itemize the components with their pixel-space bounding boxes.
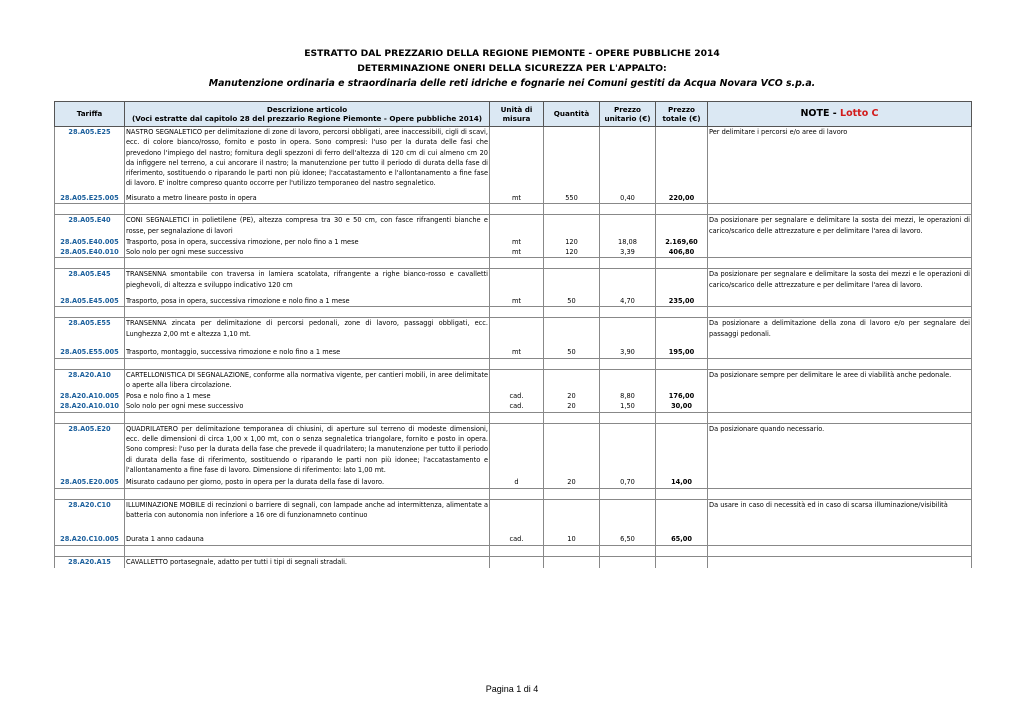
item-row: [55, 269, 972, 296]
empty-cell: [544, 423, 600, 477]
spacer-cell: [656, 412, 708, 423]
item-note: Da posizionare quando necessario.: [708, 423, 972, 488]
subitem-quantity: 20: [544, 390, 600, 401]
spacer-cell: [708, 545, 972, 556]
empty-cell: [544, 269, 600, 296]
subitem-total-price: 235,00: [656, 296, 708, 307]
empty-cell: [600, 556, 656, 568]
spacer-row: [55, 488, 972, 499]
subitem-total-price: 176,00: [656, 390, 708, 401]
spacer-cell: [490, 258, 544, 269]
subitem-code: 28.A20.C10.005: [55, 534, 125, 545]
item-row: [55, 499, 972, 534]
empty-cell: [656, 556, 708, 568]
subitem-code: 28.A05.E40.010: [55, 247, 125, 258]
spacer-cell: [55, 204, 125, 215]
empty-cell: [600, 269, 656, 296]
spacer-cell: [55, 358, 125, 369]
subitem-quantity: 50: [544, 347, 600, 358]
item-description: QUADRILATERO per delimitazione temporanea di chiusini, di aperture sul terreno di modeste dimensioni, ecc. delle dimensioni di circa 1,00 x 1,00 mt, con o senza segnaletica triangolare, fornito e posto in opera. Sono compresi: l'uso per la durata della fase che prevede il quadrilatero; la manutenzione per tutto il periodo di durata della fase di riferimento, sostituendo o riparando le parti non più idonee; l'accatastamento e l'allontanamento a fine fase di lavoro. Dimensione di riferimento: lato 1,00 mt.: [125, 423, 490, 477]
subitem-total-price: 14,00: [656, 477, 708, 488]
spacer-cell: [656, 358, 708, 369]
subitem-description: Solo nolo per ogni mese successivo: [125, 247, 490, 258]
document-project-title: Manutenzione ordinaria e straordinaria delle reti idriche e fognarie nei Comuni gestiti da Acqua Novara VCO s.p.a.: [208, 78, 816, 89]
spacer-row: [55, 204, 972, 215]
subitem-total-price: 220,00: [656, 193, 708, 204]
empty-cell: [656, 127, 708, 193]
subitem-unit-price: 0,70: [600, 477, 656, 488]
empty-cell: [490, 318, 544, 347]
spacer-cell: [125, 412, 490, 423]
empty-cell: [490, 423, 544, 477]
empty-cell: [600, 127, 656, 193]
spacer-row: [55, 412, 972, 423]
subitem-unit: mt: [490, 236, 544, 247]
empty-cell: [490, 215, 544, 236]
document-title: ESTRATTO DAL PREZZARIO DELLA REGIONE PIEMONTE - OPERE PUBBLICHE 2014: [304, 48, 720, 59]
item-row: [55, 556, 972, 568]
header-descrizione-title: Descrizione articolo: [266, 104, 348, 114]
item-code: 28.A05.E55: [55, 318, 125, 347]
spacer-cell: [600, 358, 656, 369]
page-footer: Pagina 1 di 4: [485, 684, 539, 694]
item-note: Da posizionare a delimitazione della zona di lavoro e/o per segnalare dei passaggi pedonali.: [708, 318, 972, 358]
spacer-cell: [656, 545, 708, 556]
subitem-description: Trasporto, posa in opera, successiva rimozione e nolo fino a 1 mese: [125, 296, 490, 307]
item-code: 28.A05.E25: [55, 127, 125, 193]
spacer-cell: [544, 488, 600, 499]
subitem-quantity: 10: [544, 534, 600, 545]
spacer-cell: [708, 412, 972, 423]
spacer-row: [55, 258, 972, 269]
table-header-row: [55, 102, 972, 127]
empty-cell: [656, 215, 708, 236]
subitem-quantity: 120: [544, 236, 600, 247]
subitem-code: 28.A05.E20.005: [55, 477, 125, 488]
spacer-cell: [708, 258, 972, 269]
subitem-total-price: 406,80: [656, 247, 708, 258]
spacer-cell: [125, 488, 490, 499]
subitem-description: Trasporto, montaggio, successiva rimozione e nolo fino a 1 mese: [125, 347, 490, 358]
item-note: Da usare in caso di necessità ed in caso di scarsa illuminazione/visibilità: [708, 499, 972, 545]
subitem-code: 28.A05.E55.005: [55, 347, 125, 358]
subitem-unit: mt: [490, 247, 544, 258]
empty-cell: [490, 556, 544, 568]
spacer-cell: [656, 204, 708, 215]
subitem-total-price: 195,00: [656, 347, 708, 358]
empty-cell: [656, 423, 708, 477]
spacer-cell: [55, 545, 125, 556]
subitem-code: 28.A20.A10.005: [55, 390, 125, 401]
spacer-cell: [656, 307, 708, 318]
subitem-description: Posa e nolo fino a 1 mese: [125, 390, 490, 401]
subitem-unit: cad.: [490, 390, 544, 401]
spacer-row: [55, 358, 972, 369]
subitem-unit: cad.: [490, 534, 544, 545]
spacer-cell: [600, 488, 656, 499]
subitem-unit: cad.: [490, 401, 544, 412]
item-code: 28.A05.E40: [55, 215, 125, 236]
subitem-unit-price: 18,08: [600, 236, 656, 247]
spacer-row: [55, 545, 972, 556]
empty-cell: [490, 269, 544, 296]
subitem-total-price: 2.169,60: [656, 236, 708, 247]
spacer-cell: [708, 204, 972, 215]
spacer-cell: [125, 307, 490, 318]
spacer-cell: [708, 358, 972, 369]
spacer-cell: [600, 258, 656, 269]
header-quantita: Quantità: [544, 102, 600, 127]
item-description: CAVALLETTO portasegnale, adatto per tutti i tipi di segnali stradali.: [125, 556, 490, 568]
subitem-description: Trasporto, posa in opera, successiva rimozione, per nolo fino a 1 mese: [125, 236, 490, 247]
item-description: NASTRO SEGNALETICO per delimitazione di zone di lavoro, percorsi obbligati, aree inaccessibili, cigli di scavi, ecc. di colore bianco/rosso, fornito e posto in opera. Sono compresi: l'uso per la durata delle fasi che prevedono l'impiego del nastro; fornitura degli spezzoni di ferro dell'altezza di 120 cm di cui almeno cm 20 da infiggere nel terreno, a cui ancorare il nastro; la manutenzione per tutto il periodo di durata della fase di riferimento, sostituendo o riparando le parti non più idonee; l'accatastamento e l'allontanamento a fine fase di lavoro. E' inoltre compreso quanto occorre per l'utilizzo temporaneo del nastro segnaletico.: [125, 127, 490, 193]
subitem-unit: d: [490, 477, 544, 488]
spacer-cell: [125, 358, 490, 369]
header-note: [708, 102, 972, 127]
item-description: CARTELLONISTICA DI SEGNALAZIONE, conforme alla normativa vigente, per cantieri mobili, in aree delimitate o aperte alla libera circolazione.: [126, 370, 488, 389]
spacer-cell: [55, 412, 125, 423]
spacer-cell: [708, 488, 972, 499]
item-row: [55, 127, 972, 193]
subitem-unit-price: 3,90: [600, 347, 656, 358]
document-subtitle: DETERMINAZIONE ONERI DELLA SICUREZZA PER L'APPALTO:: [357, 63, 667, 74]
spacer-cell: [55, 307, 125, 318]
spacer-cell: [490, 488, 544, 499]
subitem-quantity: 20: [544, 477, 600, 488]
spacer-cell: [600, 204, 656, 215]
item-code: 28.A20.C10: [55, 499, 125, 534]
subitem-unit-price: 1,50: [600, 401, 656, 412]
spacer-cell: [544, 545, 600, 556]
item-code: 28.A05.E20: [55, 423, 125, 477]
empty-cell: [656, 318, 708, 347]
empty-cell: [544, 499, 600, 534]
spacer-cell: [708, 307, 972, 318]
subitem-total-price: 30,00: [656, 401, 708, 412]
empty-cell: [544, 556, 600, 568]
empty-cell: [656, 369, 708, 390]
subitem-unit: mt: [490, 296, 544, 307]
header-prezzo-totale: Prezzo totale (€): [656, 102, 708, 127]
header-note-label: NOTE -: [800, 108, 841, 120]
empty-cell: [544, 318, 600, 347]
spacer-row: [55, 307, 972, 318]
subitem-unit-price: 0,40: [600, 193, 656, 204]
item-description: TRANSENNA smontabile con traversa in lamiera scatolata, rifrangente a righe bianco-rosso e cavalletti pieghevoli, di altezza e sviluppo indicativo 120 cm: [125, 269, 490, 296]
item-description: TRANSENNA zincata per delimitazione di percorsi pedonali, zone di lavoro, passaggi obbligati, ecc. Lunghezza 2,00 mt e altezza 1,10 mt.: [125, 318, 490, 347]
subitem-unit-price: 8,80: [600, 390, 656, 401]
spacer-cell: [600, 545, 656, 556]
header-unita: Unità di misura: [490, 102, 544, 127]
spacer-cell: [490, 307, 544, 318]
empty-cell: [656, 269, 708, 296]
spacer-cell: [544, 204, 600, 215]
spacer-cell: [656, 488, 708, 499]
subitem-quantity: 50: [544, 296, 600, 307]
spacer-cell: [125, 545, 490, 556]
empty-cell: [544, 369, 600, 390]
item-note: Da posizionare sempre per delimitare le aree di viabilità anche pedonale.: [708, 369, 972, 412]
empty-cell: [600, 499, 656, 534]
empty-cell: [600, 369, 656, 390]
item-row: [55, 423, 972, 477]
item-note: Da posizionare per segnalare e delimitare la sosta dei mezzi, le operazioni di carico/scarico delle attrezzature e per delimitare l'area di lavoro.: [708, 215, 972, 258]
empty-cell: [600, 215, 656, 236]
subitem-quantity: 550: [544, 193, 600, 204]
item-code: 28.A20.A10: [55, 369, 125, 390]
subitem-description: Misurato a metro lineare posto in opera: [125, 193, 490, 204]
spacer-cell: [490, 358, 544, 369]
item-row: [55, 318, 972, 347]
item-note: Da posizionare per segnalare e delimitare la sosta dei mezzi e le operazioni di carico/scarico delle attrezzature e per delimitare l'area di lavoro.: [708, 269, 972, 307]
spacer-cell: [656, 258, 708, 269]
subitem-code: 28.A05.E45.005: [55, 296, 125, 307]
spacer-cell: [55, 488, 125, 499]
subitem-description: Solo nolo per ogni mese successivo: [125, 401, 490, 412]
empty-cell: [490, 127, 544, 193]
item-description: ILLUMINAZIONE MOBILE di recinzioni o barriere di segnali, con lampade anche ad intermittenza, alimentate a batteria con autonomia non inferiore a 16 ore di funzionamneto continuo: [125, 499, 490, 534]
subitem-unit-price: 6,50: [600, 534, 656, 545]
subitem-total-price: 65,00: [656, 534, 708, 545]
spacer-cell: [125, 204, 490, 215]
item-code: 28.A05.E45: [55, 269, 125, 296]
subitem-unit-price: 4,70: [600, 296, 656, 307]
spacer-cell: [490, 545, 544, 556]
subitem-code: 28.A05.E25.005: [55, 193, 125, 204]
empty-cell: [490, 499, 544, 534]
subitem-quantity: 120: [544, 247, 600, 258]
item-description: CONI SEGNALETICI in polietilene (PE), altezza compresa tra 30 e 50 cm, con fasce rifrangenti bianche e rosse, per segnalazione di lavori: [126, 216, 488, 235]
spacer-cell: [544, 412, 600, 423]
spacer-cell: [490, 412, 544, 423]
empty-cell: [656, 499, 708, 534]
spacer-cell: [490, 204, 544, 215]
empty-cell: [490, 369, 544, 390]
subitem-unit: mt: [490, 193, 544, 204]
subitem-unit: mt: [490, 347, 544, 358]
subitem-code: 28.A20.A10.010: [55, 401, 125, 412]
item-note: [708, 556, 972, 568]
spacer-cell: [544, 258, 600, 269]
header-tariffa: Tariffa: [55, 102, 125, 127]
subitem-quantity: 20: [544, 401, 600, 412]
subitem-unit-price: 3,39: [600, 247, 656, 258]
empty-cell: [600, 318, 656, 347]
subitem-code: 28.A05.E40.005: [55, 236, 125, 247]
subitem-description: Durata 1 anno cadauna: [125, 534, 490, 545]
subitem-description: Misurato cadauno per giorno, posto in opera per la durata della fase di lavoro.: [125, 477, 490, 488]
item-row: [55, 215, 972, 236]
spacer-cell: [600, 412, 656, 423]
spacer-cell: [55, 258, 125, 269]
empty-cell: [544, 127, 600, 193]
empty-cell: [544, 215, 600, 236]
header-note-lotto: Lotto C: [840, 108, 879, 120]
price-table: [54, 101, 972, 568]
spacer-cell: [544, 358, 600, 369]
header-descrizione-sub: (Voci estratte dal capitolo 28 del prezzario Regione Piemonte - Opere pubbliche 2014): [131, 114, 482, 123]
item-note: Per delimitare i percorsi e/o aree di lavoro: [708, 127, 972, 204]
empty-cell: [600, 423, 656, 477]
spacer-cell: [125, 258, 490, 269]
header-descrizione: [125, 102, 490, 127]
header-prezzo-unitario: Prezzo unitario (€): [600, 102, 656, 127]
spacer-cell: [544, 307, 600, 318]
spacer-cell: [600, 307, 656, 318]
item-code: 28.A20.A15: [55, 556, 125, 568]
item-row: [55, 369, 972, 390]
